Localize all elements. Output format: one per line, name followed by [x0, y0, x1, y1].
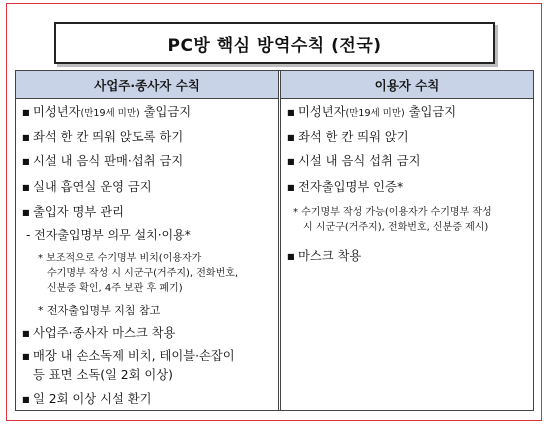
bullet-icon: ■: [22, 352, 30, 361]
bullet-icon: ■: [22, 208, 30, 217]
list-item: ■ 사업주·종사자 마스크 착용: [22, 324, 175, 343]
bullet-icon: ■: [287, 183, 295, 192]
note-line: 신분증 확인, 4주 보관 후 폐기): [47, 283, 183, 294]
list-item: ■ 매장 내 손소독제 비치, 테이블·손잡이: [22, 347, 235, 366]
column-divider: [278, 71, 281, 410]
list-item: ■ 좌석 한 칸 띄워 앉기: [287, 128, 409, 147]
header-operator-rules: 사업주·종사자 수칙: [16, 71, 278, 99]
bullet-icon: ■: [22, 395, 30, 404]
list-item: ■ 시설 내 음식 섭취 금지: [287, 152, 421, 171]
bullet-icon: ■: [22, 108, 30, 117]
rules-table: [15, 70, 534, 411]
bullet-icon: ■: [287, 157, 295, 166]
sub-item: - 전자출입명부 의무 설치·이용*: [26, 228, 191, 242]
list-item: ■ 일 2회 이상 시설 환기: [22, 390, 152, 409]
list-item: ■ 출입자 명부 관리: [22, 203, 124, 222]
note-line: 시 시군구(거주지), 전화번호, 신분증 제시): [303, 222, 489, 233]
note-line: * 수기명부 작성 가능(이용자가 수기명부 작성: [293, 207, 492, 218]
bullet-icon: ■: [22, 133, 30, 142]
bullet-icon: ■: [22, 329, 30, 338]
note-line: * 보조적으로 수기명부 비치(이용자가: [38, 253, 202, 264]
list-item: ■ 전자출입명부 인증*: [287, 178, 403, 197]
bullet-icon: ■: [287, 252, 295, 261]
note-line: 수기명부 작성 시 시군구(거주지), 전화번호,: [47, 268, 239, 279]
bullet-icon: ■: [22, 183, 30, 192]
list-item: ■ 좌석 한 칸 띄워 앉도록 하기: [22, 128, 183, 147]
list-item: ■ 시설 내 음식 판매·섭취 금지: [22, 152, 183, 171]
bullet-icon: ■: [22, 157, 30, 166]
list-item: ■ 실내 흡연실 운영 금지: [22, 178, 152, 197]
list-item: ■ 미성년자(만19세 미만) 출입금지: [22, 103, 191, 123]
bullet-icon: ■: [287, 133, 295, 142]
note-line: * 전자출입명부 지침 참고: [38, 304, 161, 317]
page-title: PC방 핵심 방역수칙 (전국): [54, 22, 495, 64]
list-item: ■ 마스크 착용: [287, 247, 361, 266]
header-user-rules: 이용자 수칙: [281, 71, 533, 99]
list-item: ■ 미성년자(만19세 미만) 출입금지: [287, 103, 456, 123]
list-item-continuation: 등 표면 소독(일 2회 이상): [33, 368, 173, 382]
bullet-icon: ■: [287, 108, 295, 117]
